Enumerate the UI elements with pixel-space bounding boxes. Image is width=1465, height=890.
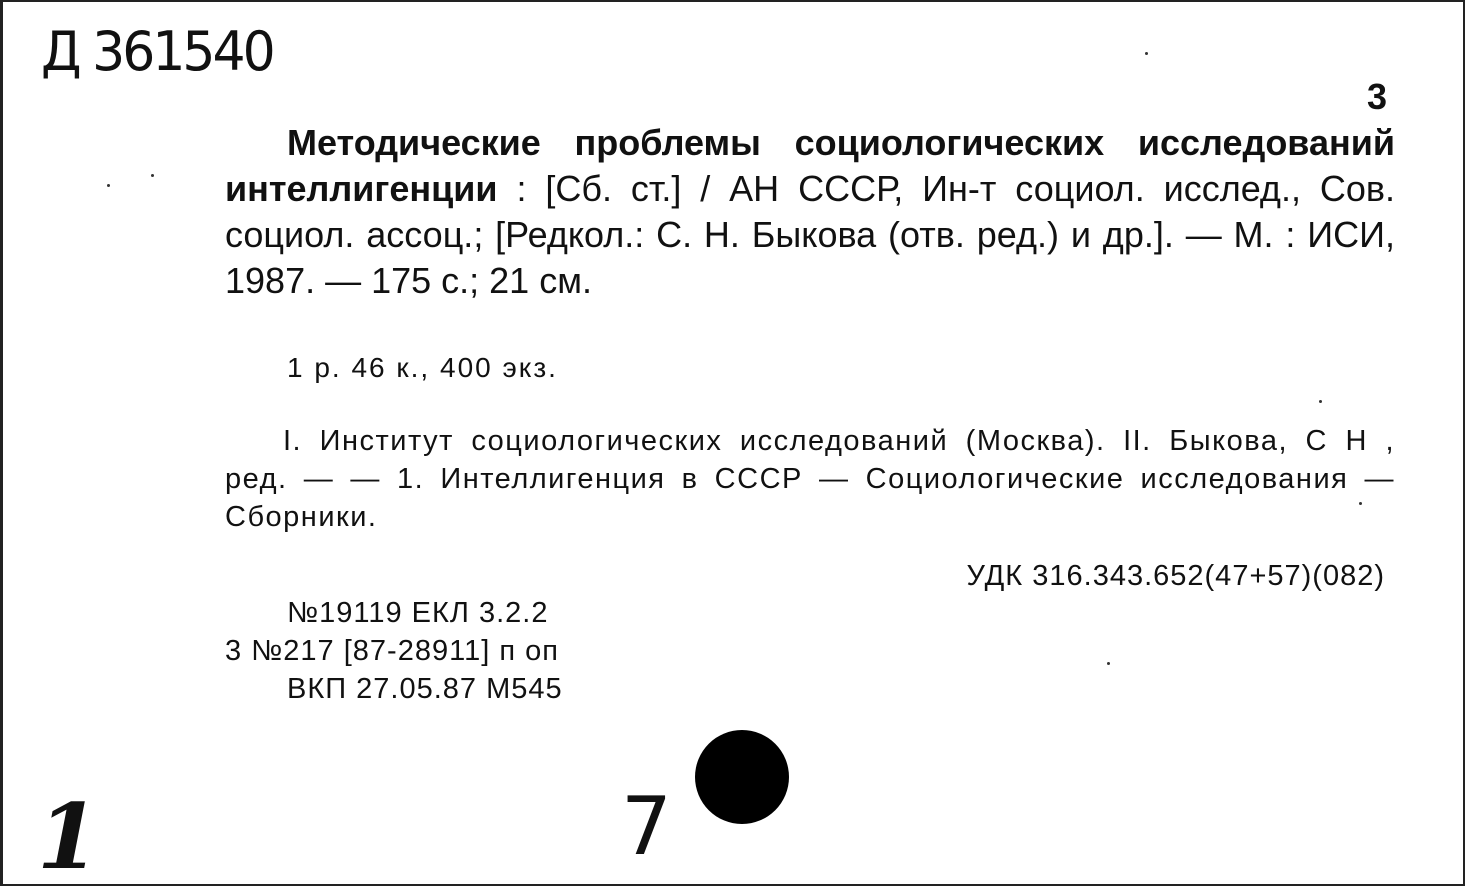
subject-headings: I. Институт социологических исследований (Москва). II. Быкова, С Н , ред. — — 1. Интеллигенция в СССР — Социологические исследования — Сборники.: [225, 425, 1395, 533]
code-line-1: №19119 ЕКЛ 3.2.2: [287, 597, 549, 629]
scan-speck: [1359, 502, 1362, 505]
bibliographic-entry: [225, 120, 1395, 304]
handwritten-number: 7: [621, 780, 672, 873]
code-line-2: 3 №217 [87-28911] п оп: [225, 635, 559, 667]
handwritten-mark: 1: [37, 784, 100, 890]
filled-circle-mark: [695, 730, 789, 824]
scan-speck: [1145, 52, 1148, 55]
price-and-print-run: 1 р. 46 к., 400 экз.: [287, 352, 558, 383]
udk-classification: УДК 316.343.652(47+57)(082): [966, 560, 1385, 592]
scan-speck: [151, 174, 154, 177]
catalog-code: Д 361540: [41, 20, 273, 84]
scan-speck: [107, 184, 110, 187]
scan-speck: [1107, 662, 1110, 665]
code-line-3: ВКП 27.05.87 М545: [287, 673, 563, 705]
bibliographic-description: : [Сб. ст.] / АН СССР, Ин-т социол. исслед., Сов. социол. ассоц.; [Редкол.: С. Н. Быкова (отв. ред.) и др.]. — М. : ИСИ, 1987. — 175 с.; 21 см.: [225, 168, 1395, 301]
book-title: Методические проблемы социологических исследований интеллигенции: [225, 122, 1395, 209]
scan-speck: [1319, 400, 1322, 403]
card-number: 3: [1366, 76, 1387, 117]
registration-codes: [225, 594, 563, 708]
